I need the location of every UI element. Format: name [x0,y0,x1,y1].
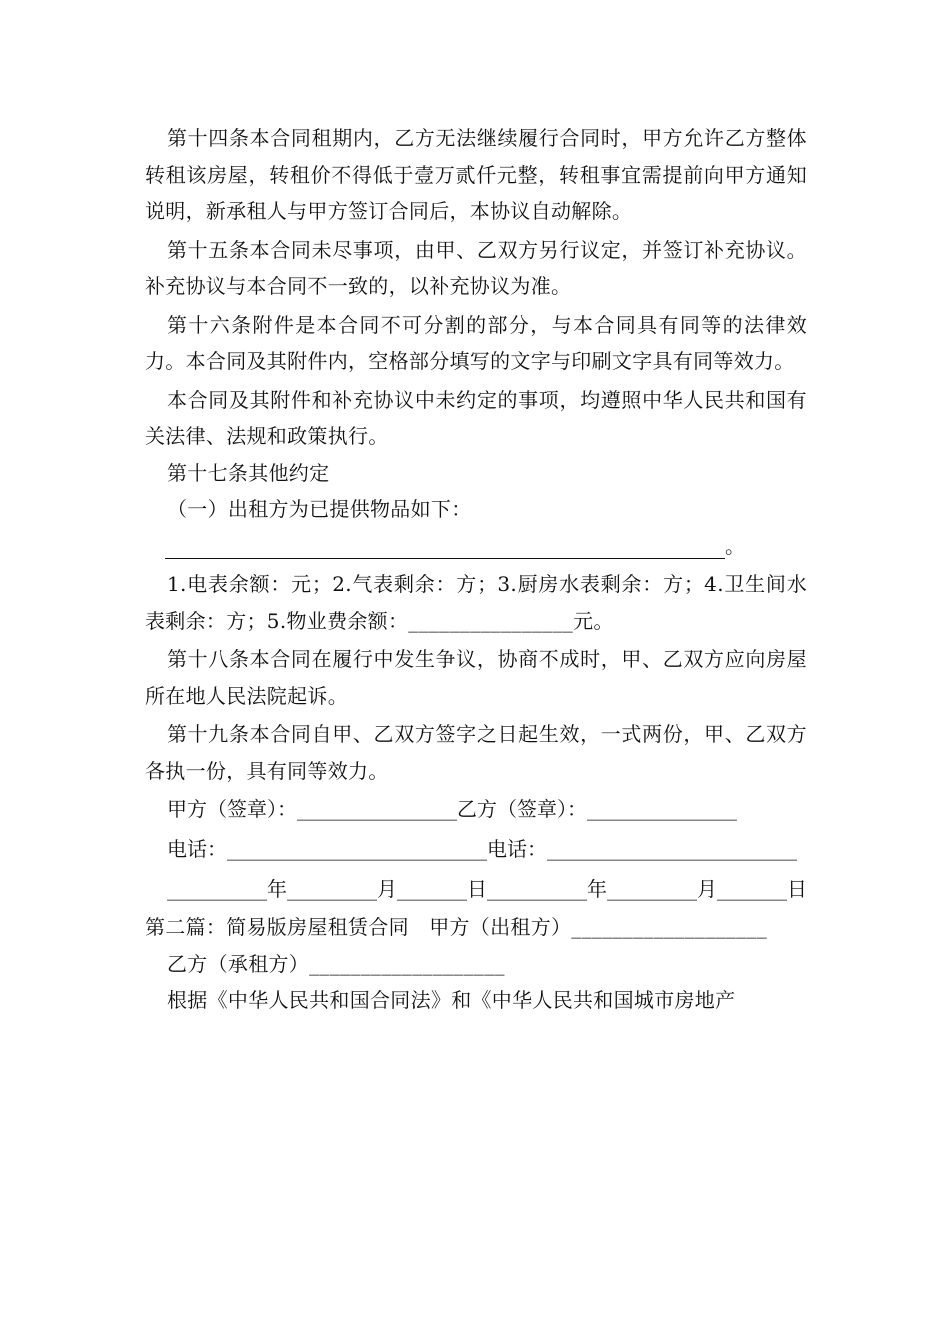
article-14: 第十四条本合同租期内，乙方无法继续履行合同时，甲方允许乙方整体转租该房屋，转租价不得低于壹万贰仟元整，转租事宜需提前向甲方通知说明，新承租人与甲方签订合同后，本协议自动解除。 [145,126,807,223]
article-15: 第十五条本合同未尽事项，由甲、乙双方另行议定，并签订补充协议。补充协议与本合同不一致的，以补充协议为准。 [145,237,807,298]
article-19: 第十九条本合同自甲、乙双方签字之日起生效，一式两份，甲、乙双方各执一份，具有同等效力。 [145,722,807,783]
phone-line: 电话：__________________________电话：_________________________ [167,837,797,861]
law-clause: 本合同及其附件和补充协议中未约定的事项，均遵照中华人民共和国有关法律、法规和政策执行。 [145,387,807,448]
article-17-heading: 第十七条其他约定 [167,460,330,485]
legal-basis: 根据《中华人民共和国合同法》和《中华人民共和国城市房地产 [167,988,736,1012]
blank-underline [165,528,725,559]
item-1: （一）出租方为已提供物品如下： [167,497,472,521]
part-2-title: 第二篇：简易版房屋租赁合同 甲方（出租方）___________________ [145,915,767,939]
date-line: __________年_________月_______日__________年_________月_______日 [167,877,807,901]
provided-items-blank [145,528,807,565]
blank-end-mark: 。 [725,533,745,558]
party-b-line: 乙方（承租方）___________________ [167,951,505,976]
signature-line: 甲方（签章）：________________乙方（签章）：_______________ [167,797,737,821]
meter-balances: 1.电表余额：元；2.气表剩余：方；3.厨房水表剩余：方；4.卫生间水表剩余：方；5.物业费余额：________________元。 [145,572,807,633]
article-18: 第十八条本合同在履行中发生争议，协商不成时，甲、乙双方应向房屋所在地人民法院起诉。 [145,647,807,708]
article-16: 第十六条附件是本合同不可分割的部分，与本合同具有同等的法律效力。本合同及其附件内，空格部分填写的文字与印刷文字具有同等效力。 [145,312,807,373]
document-page [145,120,807,1019]
